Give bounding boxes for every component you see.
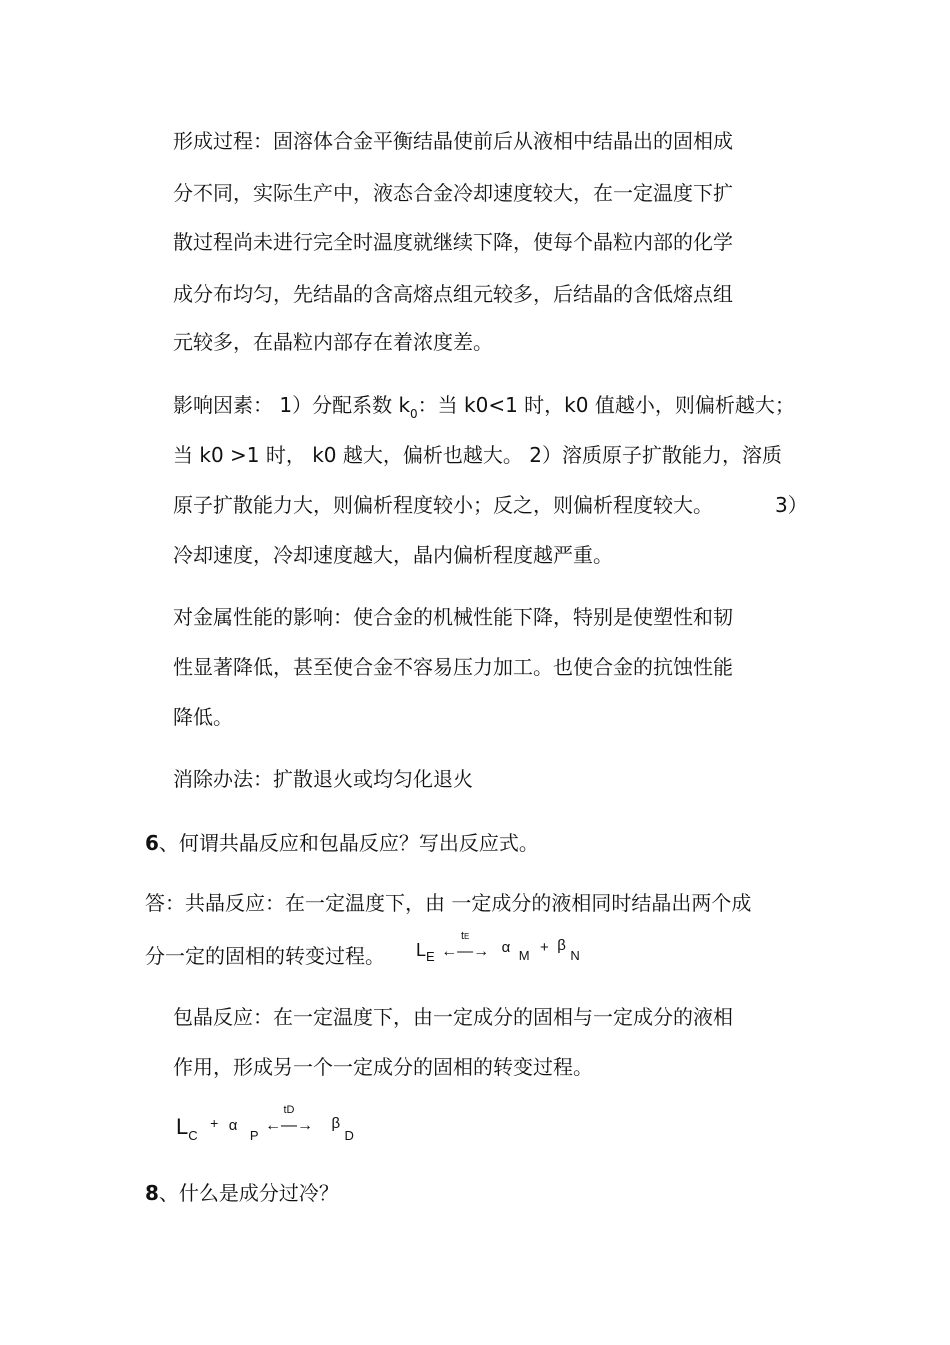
factors-line-1-a: 影响因素： 1）分配系数 k xyxy=(173,393,411,417)
effect-line-3: 降低。 xyxy=(173,705,233,729)
eutectic-beta-sub: N xyxy=(570,948,580,963)
k0-subscript: 0 xyxy=(410,407,418,421)
factors-line-2: 当 k0 >1 时， k0 越大，偏析也越大。 2）溶质原子扩散能力，溶质 xyxy=(173,443,782,467)
eutectic-arrow: tE ←—→ xyxy=(441,930,490,960)
factors-line-3: 原子扩散能力大，则偏析程度较小；反之，则偏析程度较大。 xyxy=(173,493,713,517)
eutectic-L: L xyxy=(416,940,427,960)
eutectic-arrow-label: tE xyxy=(460,930,470,942)
question-6-text: 、何谓共晶反应和包晶反应？写出反应式。 xyxy=(158,831,539,855)
eutectic-beta: β xyxy=(557,937,566,954)
question-6 xyxy=(145,831,539,855)
peritectic-alpha: α xyxy=(228,1117,238,1134)
question-8-number: 8 xyxy=(145,1181,159,1205)
formation-line-2: 分不同，实际生产中，液态合金冷却速度较大，在一定温度下扩 xyxy=(173,181,733,205)
peritectic-arrow-label: tD xyxy=(283,1104,295,1116)
formation-line-4: 成分布均匀，先结晶的含高熔点组元较多，后结晶的含低熔点组 xyxy=(173,282,733,306)
question-6-number: 6 xyxy=(145,831,159,855)
peritectic-L-sub: C xyxy=(188,1128,198,1143)
question-8 xyxy=(145,1181,339,1205)
factors-line-3-num: 3） xyxy=(775,493,808,517)
peritectic-beta-sub: D xyxy=(344,1128,354,1143)
formation-line-5: 元较多，在晶粒内部存在着浓度差。 xyxy=(173,330,493,354)
peritectic-line-2: 作用，形成另一个一定成分的固相的转变过程。 xyxy=(173,1055,593,1079)
peritectic-line-1: 包晶反应：在一定温度下，由一定成分的固相与一定成分的液相 xyxy=(173,1005,733,1029)
eutectic-alpha: α xyxy=(501,939,511,956)
factors-line-1 xyxy=(173,393,795,420)
factors-line-1-b: ：当 k0<1 时，k0 值越小，则偏析越大； xyxy=(417,393,795,417)
answer-line-2: 分一定的固相的转变过程。 xyxy=(145,944,385,968)
peritectic-beta: β xyxy=(331,1115,341,1132)
peritectic-L: L xyxy=(176,1114,189,1139)
peritectic-plus: + xyxy=(210,1115,219,1131)
eutectic-plus: + xyxy=(540,939,549,956)
eutectic-equation xyxy=(416,930,580,964)
peritectic-equation xyxy=(176,1104,354,1143)
effect-line-2: 性显著降低，甚至使合金不容易压力加工。也使合金的抗蚀性能 xyxy=(173,655,733,679)
eutectic-alpha-sub: M xyxy=(518,948,530,963)
formation-line-3: 散过程尚未进行完全时温度就继续下降，使每个晶粒内部的化学 xyxy=(173,230,733,254)
effect-line-1: 对金属性能的影响：使合金的机械性能下降，特别是使塑性和韧 xyxy=(173,605,733,629)
removal-line: 消除办法：扩散退火或均匀化退火 xyxy=(173,767,473,791)
question-8-text: 、什么是成分过冷？ xyxy=(158,1181,339,1205)
eutectic-L-sub: E xyxy=(426,949,435,964)
answer-line-1: 答：共晶反应：在一定温度下，由 一定成分的液相同时结晶出两个成 xyxy=(145,891,752,915)
peritectic-arrow: tD ←—→ xyxy=(264,1104,313,1134)
factors-line-4: 冷却速度，冷却速度越大，晶内偏析程度越严重。 xyxy=(173,543,613,567)
peritectic-alpha-sub: P xyxy=(249,1128,259,1143)
formation-line-1: 形成过程：固溶体合金平衡结晶使前后从液相中结晶出的固相成 xyxy=(173,129,733,153)
